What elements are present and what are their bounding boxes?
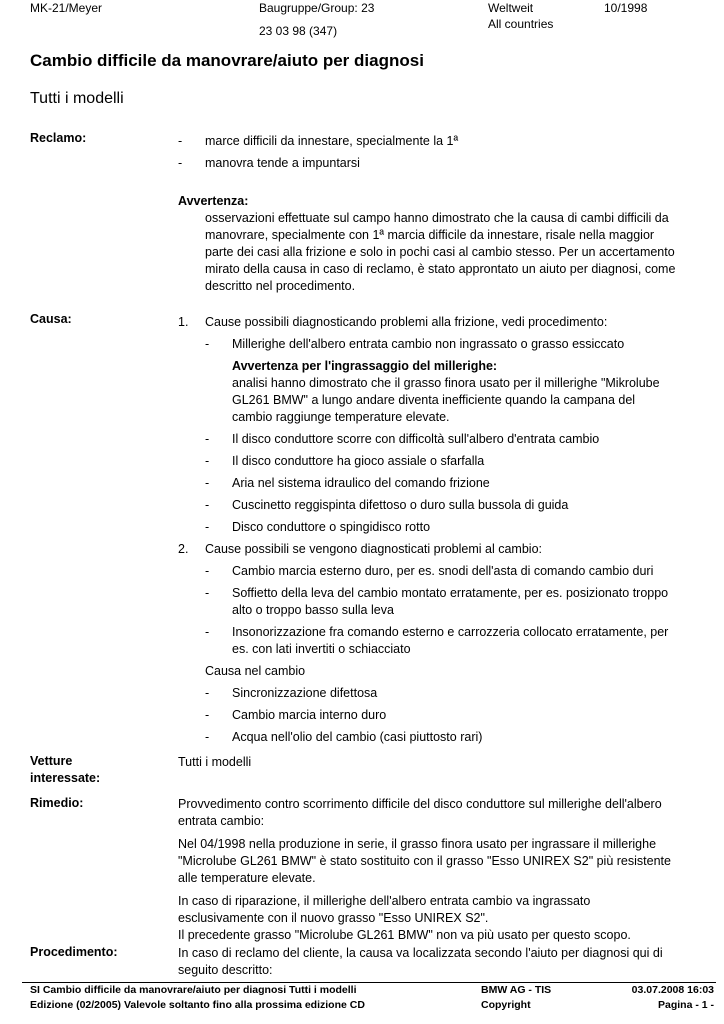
reclamo-note-body: osservazioni effettuate sul campo hanno dimostrato che la causa di cambi difficili da manovrare, specialmente con 1ª marcia difficile da innestare, risale nella maggior parte dei casi alla frizione e solo in pochi casi al cambio stesso. Per un accertamento mirato della causa in caso di reclamo, è stato approntato un aiuto per diagnosi, come descritto nel procedimento. <box>205 211 676 293</box>
rimedio-section <box>178 796 700 944</box>
list-item: 2. Cause possibili se vengono diagnosticati problemi al cambio: <box>178 542 542 556</box>
causa-note: Avvertenza per l'ingrassaggio del millerighe: analisi hanno dimostrato che il grasso finora usato per il millerighe "Mikrolube GL261 BMW" a lungo andare diventa inefficiente quando la campana del cambio raggiunge temperature elevate. <box>232 359 660 424</box>
list-item: - Disco conduttore o spingidisco rotto <box>205 520 431 534</box>
list-item: - Il disco conduttore ha gioco assiale o sfarfalla <box>205 454 485 468</box>
reclamo-note-title: Avvertenza: <box>178 194 249 208</box>
bullet-dash: - <box>205 686 210 700</box>
bullet-dash: - <box>205 586 210 600</box>
list-item: - Millerighe dell'albero entrata cambio non ingrassato o grasso essiccato <box>205 337 625 351</box>
bullet-dash: - <box>205 564 210 578</box>
page-subtitle: Tutti i modelli <box>30 90 124 107</box>
footer-publisher: BMW AG - TIS <box>481 984 552 996</box>
causa-section <box>178 314 700 746</box>
list-item: - Insonorizzazione fra comando esterno e carrozzeria collocato erratamente, per es. con lati invertiti o schiacciato <box>205 625 669 656</box>
list-item: - Sincronizzazione difettosa <box>205 686 378 700</box>
bullet-dash: - <box>205 432 210 446</box>
list-item: - marce difficili da innestare, specialmente la 1ª <box>178 134 459 148</box>
header-author: MK-21/Meyer <box>30 1 103 15</box>
vetture-value: Tutti i modelli <box>178 755 252 769</box>
bullet-dash: - <box>205 454 210 468</box>
footer-timestamp: 03.07.2008 16:03 <box>631 984 714 996</box>
list-item: - manovra tende a impuntarsi <box>178 156 360 170</box>
footer-page-number: Pagina - 1 - <box>657 999 714 1011</box>
header-region: Weltweit <box>488 1 534 15</box>
bullet-dash: - <box>205 520 210 534</box>
vetture-label: Vetture interessate: <box>30 754 101 785</box>
page-title: Cambio difficile da manovrare/aiuto per diagnosi <box>30 51 424 70</box>
bullet-dash: - <box>178 134 183 148</box>
bullet-dash: - <box>205 730 210 744</box>
causa-label: Causa: <box>30 312 72 326</box>
rimedio-paragraph: In caso di riparazione, il millerighe dell'albero entrata cambio va ingrassato esclusivamente con il nuovo grasso "Esso UNIREX S2". Il precedente grasso "Microlube GL261 BMW" non va più usato per questo scopo. <box>178 894 631 942</box>
bullet-dash: - <box>205 625 210 639</box>
header-region-en: All countries <box>488 17 554 31</box>
bullet-dash: - <box>205 498 210 512</box>
list-item: - Acqua nell'olio del cambio (casi piuttosto rari) <box>205 730 483 744</box>
procedimento-paragraph: In caso di reclamo del cliente, la causa va localizzata secondo l'aiuto per diagnosi qui di seguito descritto: <box>178 946 663 977</box>
footer-edition: Edizione (02/2005) Valevole soltanto fino alla prossima edizione CD <box>30 999 365 1011</box>
procedimento-label: Procedimento: <box>30 945 118 959</box>
list-item: 1. Cause possibili diagnosticando problemi alla frizione, vedi procedimento: <box>178 315 608 329</box>
list-item: - Cambio marcia esterno duro, per es. snodi dell'asta di comando cambio duri <box>205 564 654 578</box>
bullet-dash: - <box>178 156 183 170</box>
bullet-dash: - <box>205 337 210 351</box>
header-date: 10/1998 <box>604 1 648 15</box>
rimedio-label: Rimedio: <box>30 796 84 810</box>
header-group: Baugruppe/Group: 23 <box>259 1 375 15</box>
reclamo-label: Reclamo: <box>30 131 87 145</box>
reclamo-section <box>178 133 700 295</box>
rimedio-paragraph: Nel 04/1998 nella produzione in serie, il grasso finora usato per ingrassare il millerighe "Microlube GL261 BMW" è stato sostituito con il grasso "Esso UNIREX S2" più resistente alle temperature elevate. <box>178 837 671 885</box>
rimedio-paragraph: Provvedimento contro scorrimento difficile del disco conduttore sul millerighe dell'albero entrata cambio: <box>178 797 662 828</box>
list-item: - Aria nel sistema idraulico del comando frizione <box>205 476 490 490</box>
causa-subheading: Causa nel cambio <box>205 664 306 678</box>
bullet-dash: - <box>205 708 210 722</box>
list-item: - Soffietto della leva del cambio montato erratamente, per es. posizionato troppo alto o troppo basso sulla leva <box>205 586 669 617</box>
header-number: 23 03 98 (347) <box>259 24 338 38</box>
footer-copyright: Copyright <box>481 999 531 1011</box>
footer-doc-title: SI Cambio difficile da manovrare/aiuto per diagnosi Tutti i modelli <box>30 984 357 996</box>
list-item: - Cambio marcia interno duro <box>205 708 387 722</box>
list-item: - Cuscinetto reggispinta difettoso o duro sulla bussola di guida <box>205 498 569 512</box>
list-item: - Il disco conduttore scorre con difficoltà sull'albero d'entrata cambio <box>205 432 600 446</box>
bullet-dash: - <box>205 476 210 490</box>
